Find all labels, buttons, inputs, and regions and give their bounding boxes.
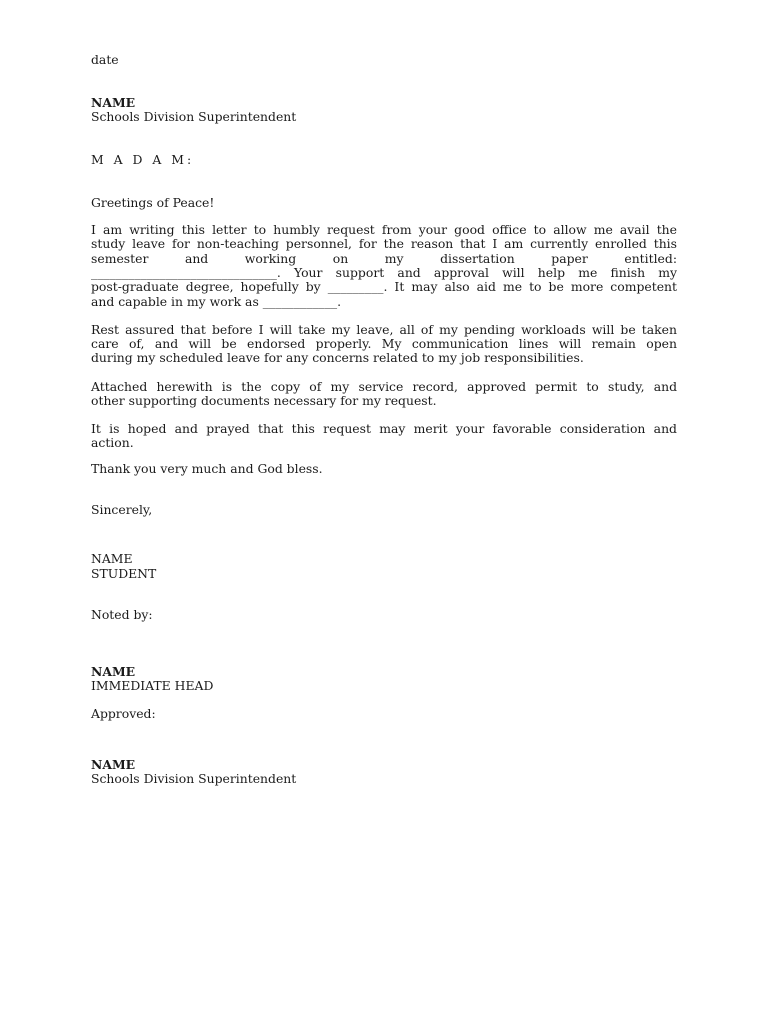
approver-title: Schools Division Superintendent [91, 771, 297, 786]
sender-name: NAME [91, 551, 133, 566]
letter-date: date [91, 52, 119, 67]
noted-title: IMMEDIATE HEAD [91, 678, 214, 693]
paragraph-line: semester and working on my dissertation paper entitled: [91, 251, 677, 266]
paragraph-line: care of, and will be endorsed properly. My communication lines will remain open [91, 336, 677, 351]
paragraph-line: study leave for non-teaching personnel, for the reason that I am currently enrolled this [91, 236, 677, 251]
closing: Sincerely, [91, 502, 153, 517]
thanks-line: Thank you very much and God bless. [91, 461, 323, 476]
approver-name: NAME [91, 757, 136, 772]
paragraph-line: Attached herewith is the copy of my service record, approved permit to study, and [91, 379, 677, 394]
paragraph-line: during my scheduled leave for any concerns related to my job responsibilities. [91, 350, 584, 365]
sender-title: STUDENT [91, 566, 157, 581]
noted-name: NAME [91, 664, 136, 679]
approved-label: Approved: [91, 706, 156, 721]
letter-page [91, 0, 677, 1024]
noted-label: Noted by: [91, 607, 153, 622]
paragraph-line: other supporting documents necessary for my request. [91, 393, 437, 408]
recipient-name: NAME [91, 95, 136, 110]
salutation: M A D A M: [91, 152, 195, 167]
paragraph-line: It is hoped and prayed that this request may merit your favorable consideration and [91, 421, 677, 436]
paragraph-line: action. [91, 435, 134, 450]
paragraph-line: ______________________________. Your support and approval will help me finish my [91, 265, 677, 280]
paragraph-line: post-graduate degree, hopefully by _________. It may also aid me to be more competent [91, 279, 677, 294]
recipient-title: Schools Division Superintendent [91, 109, 297, 124]
paragraph-line: and capable in my work as ____________. [91, 294, 342, 309]
paragraph-line: I am writing this letter to humbly request from your good office to allow me avail the [91, 222, 677, 237]
paragraph-line: Rest assured that before I will take my leave, all of my pending workloads will be taken [91, 322, 677, 337]
greeting: Greetings of Peace! [91, 195, 215, 210]
